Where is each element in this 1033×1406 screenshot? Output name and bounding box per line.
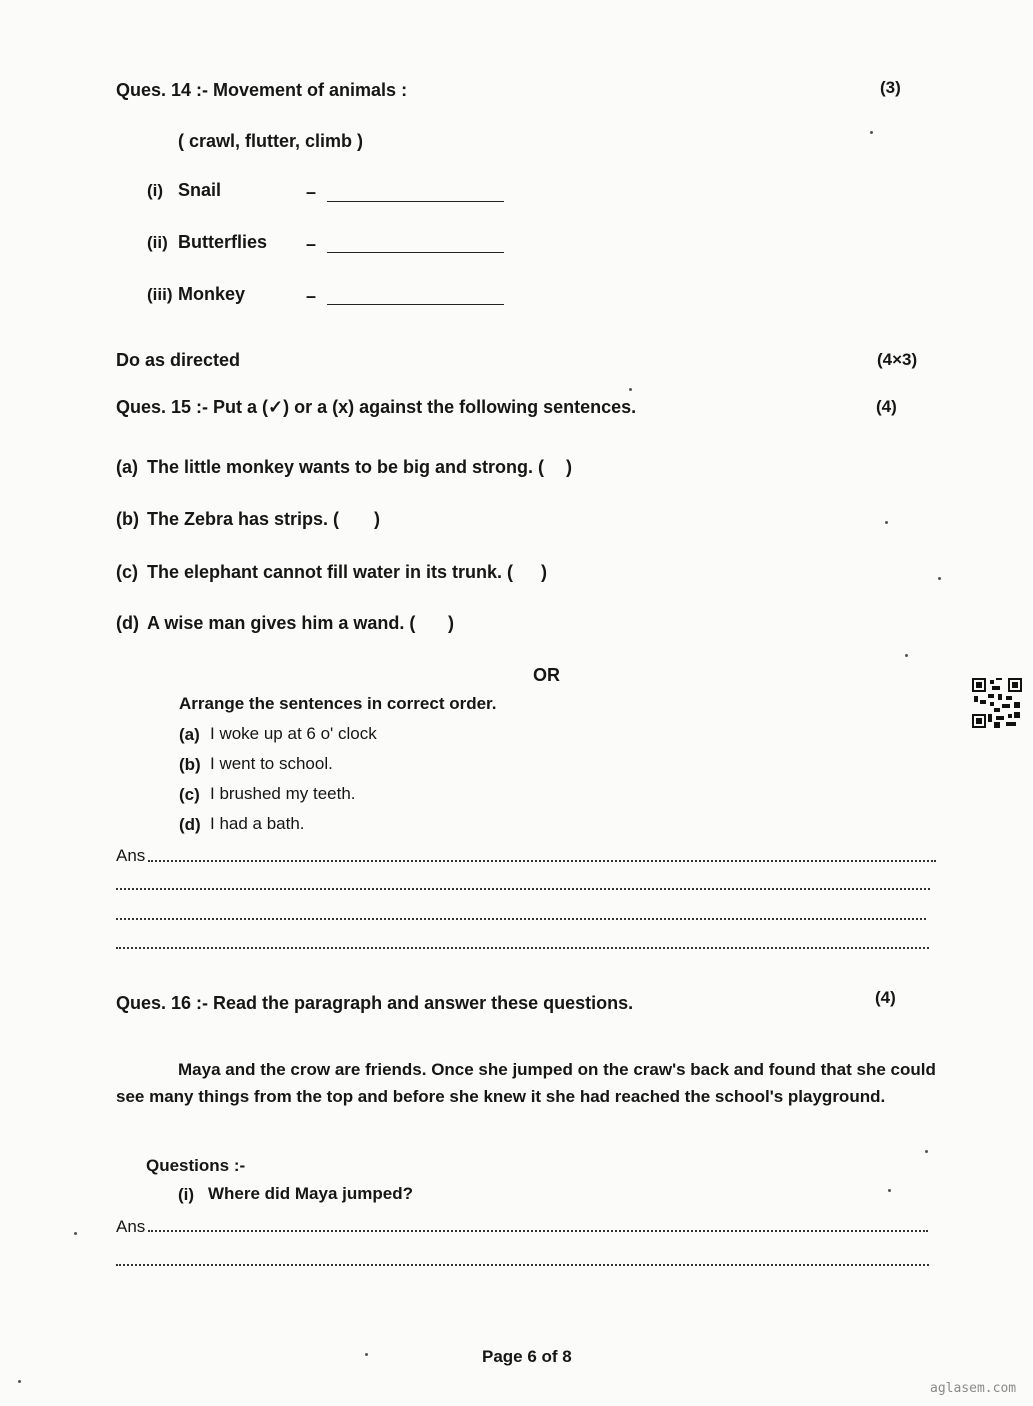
scan-speck: [629, 388, 632, 391]
q14-item-num: (iii): [147, 285, 173, 304]
q15-item-num: (b): [116, 509, 139, 529]
scan-speck: [885, 521, 888, 524]
q14-marks: (3): [880, 78, 901, 97]
scan-speck: [905, 654, 908, 657]
page-number: Page 6 of 8: [482, 1347, 572, 1366]
arrange-item-text: I had a bath.: [210, 814, 305, 833]
q16-ans-label: Ans: [116, 1217, 146, 1236]
questions-label: Questions :-: [146, 1156, 246, 1175]
q16-title: Ques. 16 :- Read the paragraph and answer these questions.: [116, 993, 634, 1013]
q14-title: Ques. 14 :- Movement of animals :: [116, 80, 408, 100]
answer-line[interactable]: [116, 947, 929, 949]
scan-speck: [365, 1353, 368, 1356]
q15-item-num: (d): [116, 613, 139, 633]
answer-line[interactable]: [116, 918, 926, 920]
q14-item-label: Monkey: [178, 284, 246, 304]
answer-line[interactable]: [116, 888, 930, 890]
q15-item-num: (c): [116, 562, 138, 582]
q15-item-close: ): [541, 562, 547, 582]
arrange-item-num: (c): [179, 785, 200, 804]
q15-ans-label: Ans: [116, 846, 146, 865]
arrange-item-text: I brushed my teeth.: [210, 784, 356, 803]
q15-marks: (4): [876, 397, 897, 416]
section-marks: (4×3): [877, 350, 918, 369]
scan-speck: [888, 1189, 891, 1192]
arrange-item-text: I went to school.: [210, 754, 333, 773]
scan-speck: [925, 1150, 928, 1153]
q14-item-dash: –: [306, 286, 317, 306]
q15-item-text: A wise man gives him a wand. (: [147, 613, 416, 633]
q16-marks: (4): [875, 988, 896, 1007]
scan-speck: [938, 577, 941, 580]
arrange-item-text: I woke up at 6 o' clock: [210, 724, 377, 743]
q14-answer-blank[interactable]: [327, 201, 504, 202]
answer-line[interactable]: [148, 1230, 928, 1232]
q14-answer-blank[interactable]: [327, 304, 504, 305]
watermark: aglasem.com: [930, 1381, 1017, 1396]
qr-code-icon: [972, 678, 1022, 728]
scan-speck: [870, 131, 873, 134]
q14-item-dash: –: [306, 234, 317, 254]
q15-item-text: The elephant cannot fill water in its trunk. (: [147, 562, 514, 582]
answer-line[interactable]: [116, 1264, 929, 1266]
answer-line[interactable]: [148, 860, 936, 862]
q14-item-num: (i): [147, 181, 164, 200]
q16-paragraph-line2: see many things from the top and before she knew it she had reached the school's playground.: [116, 1087, 886, 1106]
q14-item-label: Snail: [178, 180, 222, 200]
arrange-item-num: (b): [179, 755, 201, 774]
q14-item-num: (ii): [147, 233, 168, 252]
q16-question-num: (i): [178, 1185, 195, 1204]
or-label: OR: [533, 665, 560, 685]
q15-item-text: The little monkey wants to be big and strong. (: [147, 457, 545, 477]
arrange-title: Arrange the sentences in correct order.: [179, 694, 497, 713]
q15-title: Ques. 15 :- Put a (✓) or a (x) against the following sentences.: [116, 397, 637, 417]
q14-item-label: Butterflies: [178, 232, 268, 252]
arrange-item-num: (d): [179, 815, 201, 834]
q16-question-text: Where did Maya jumped?: [208, 1184, 413, 1203]
q15-item-close: ): [374, 509, 380, 529]
q14-item-dash: –: [306, 182, 317, 202]
scan-speck: [18, 1380, 21, 1383]
q15-item-num: (a): [116, 457, 138, 477]
section-title: Do as directed: [116, 350, 241, 370]
scan-speck: [74, 1232, 77, 1235]
q14-options: ( crawl, flutter, climb ): [178, 131, 364, 151]
q15-item-close: ): [448, 613, 454, 633]
q14-answer-blank[interactable]: [327, 252, 504, 253]
q15-item-text: The Zebra has strips. (: [147, 509, 340, 529]
arrange-item-num: (a): [179, 725, 200, 744]
q15-item-close: ): [566, 457, 572, 477]
q16-paragraph-line1: Maya and the crow are friends. Once she jumped on the craw's back and found that she could: [178, 1060, 936, 1079]
